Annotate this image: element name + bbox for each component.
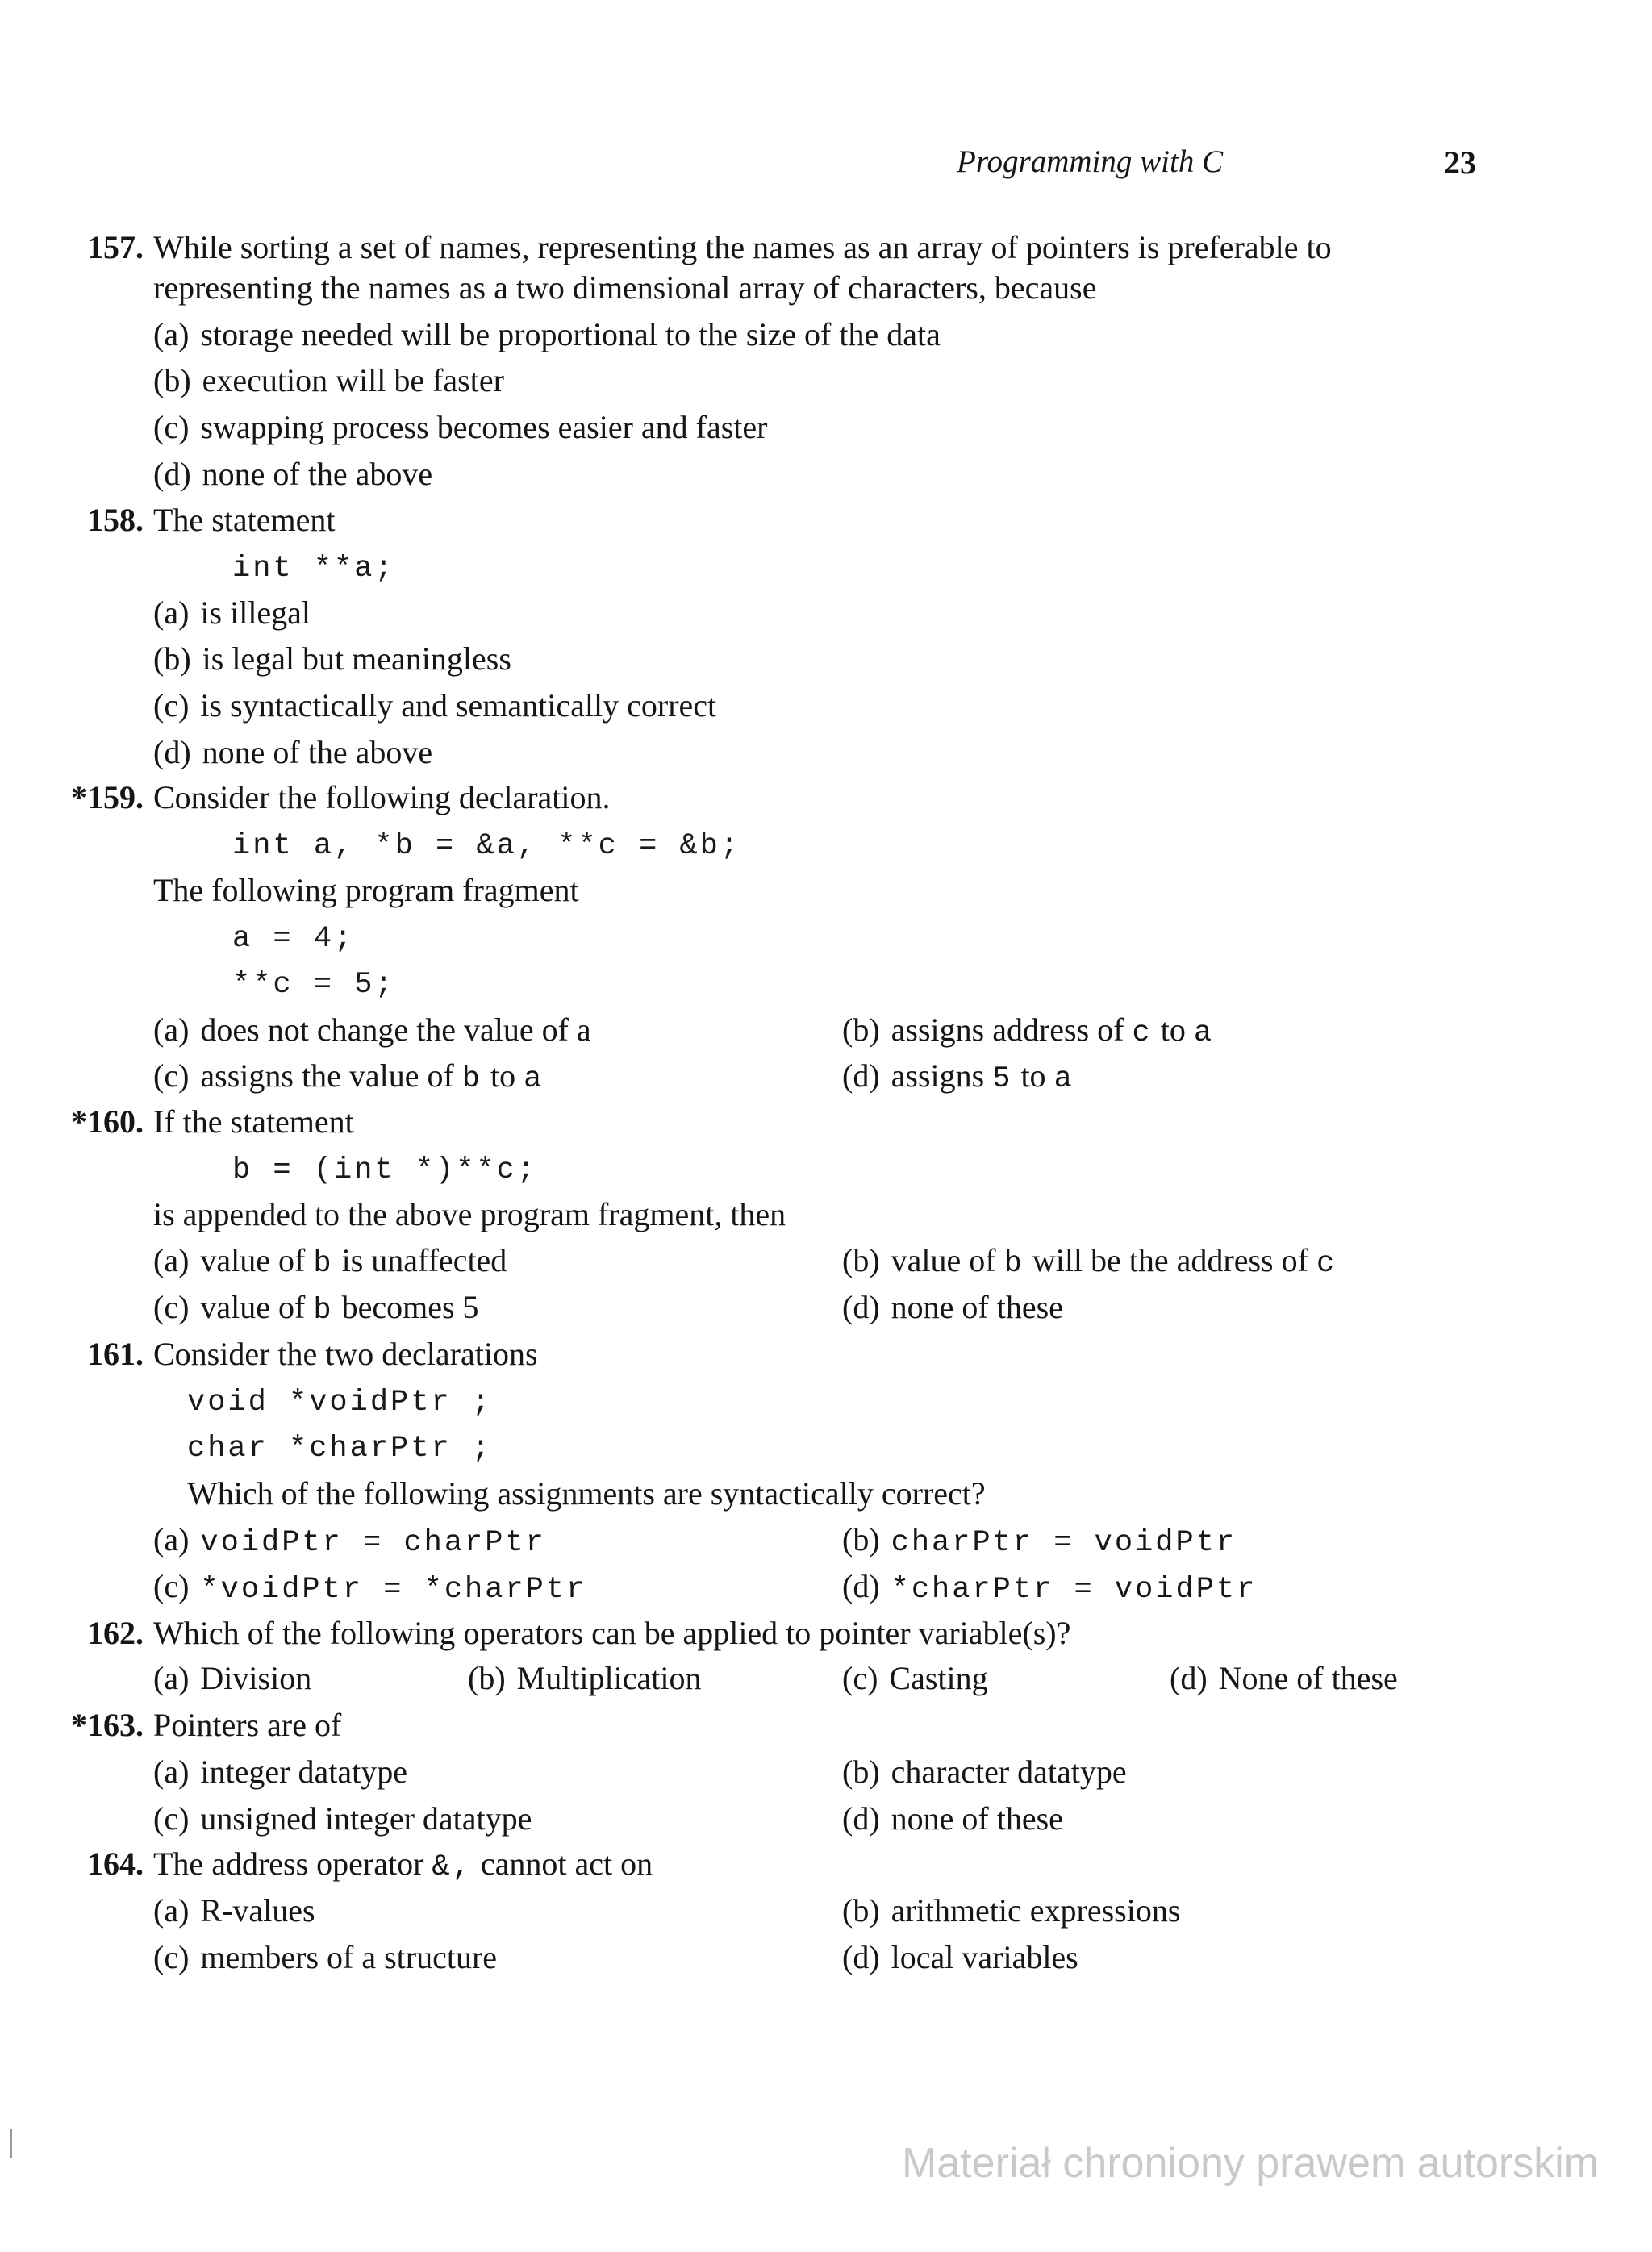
option-b: (b) execution will be faster	[153, 362, 504, 398]
question-stem: The address operator &, cannot act on	[153, 1845, 653, 1884]
page-number: 23	[1444, 144, 1476, 181]
code-line: a = 4;	[232, 922, 355, 956]
question-number: *159.	[71, 779, 144, 815]
option-d: (d) assigns 5 to a	[842, 1057, 1074, 1096]
option-d: (d) none of these	[842, 1289, 1063, 1325]
option-b: (b) is legal but meaningless	[153, 640, 511, 677]
option-d: (d) none of the above	[153, 734, 433, 770]
option-a: (a) value of b is unaffected	[153, 1242, 507, 1281]
scan-margin-mark	[10, 2129, 12, 2158]
question-number: 158.	[87, 502, 144, 538]
option-d: (d) none of the above	[153, 456, 433, 492]
question-stem: If the statement	[153, 1103, 354, 1140]
option-b: (b) arithmetic expressions	[842, 1892, 1181, 1929]
option-c: (c) Casting	[842, 1660, 988, 1696]
option-c: (c) assigns the value of b to a	[153, 1057, 544, 1096]
option-b: (b) character datatype	[842, 1754, 1127, 1790]
question-number: 164.	[87, 1845, 144, 1882]
option-b: (b) value of b will be the address of c	[842, 1242, 1337, 1281]
code-line: char *charPtr ;	[187, 1432, 493, 1466]
question-stem-continued: Which of the following assignments are syntactically correct?	[187, 1475, 986, 1512]
question-stem: Consider the following declaration.	[153, 779, 611, 815]
option-c: (c) value of b becomes 5	[153, 1289, 479, 1328]
option-a: (a) integer datatype	[153, 1754, 407, 1790]
running-header-title: Programming with C	[957, 144, 1224, 179]
option-a: (a) does not change the value of a	[153, 1011, 591, 1048]
question-stem-continued: representing the names as a two dimensional array of characters, because	[153, 269, 1097, 306]
option-c: (c) members of a structure	[153, 1939, 498, 1975]
option-a: (a) is illegal	[153, 594, 311, 631]
option-c: (c) unsigned integer datatype	[153, 1800, 532, 1837]
option-d: (d) *charPtr = voidPtr	[842, 1568, 1258, 1607]
option-a: (a) storage needed will be proportional to the size of the data	[153, 316, 941, 352]
question-number: 157.	[87, 229, 144, 265]
question-number: *160.	[71, 1103, 144, 1140]
question-number: 161.	[87, 1336, 144, 1372]
code-line: b = (int *)**c;	[232, 1153, 538, 1187]
option-d: (d) local variables	[842, 1939, 1078, 1975]
code-line: int a, *b = &a, **c = &b;	[232, 829, 741, 863]
question-stem: The statement	[153, 502, 336, 538]
option-b: (b) charPtr = voidPtr	[842, 1521, 1237, 1560]
question-number: 162.	[87, 1615, 144, 1651]
question-stem: Which of the following operators can be applied to pointer variable(s)?	[153, 1615, 1071, 1651]
option-b: (b) assigns address of c to a	[842, 1011, 1215, 1050]
option-c: (c) swapping process becomes easier and faster	[153, 409, 768, 445]
option-b: (b) Multiplication	[468, 1660, 702, 1696]
copyright-watermark: Materiał chroniony prawem autorskim	[902, 2140, 1600, 2187]
option-d: (d) None of these	[1170, 1660, 1398, 1696]
question-stem: While sorting a set of names, representing the names as an array of pointers is preferable to	[153, 229, 1332, 265]
question-stem-continued: The following program fragment	[153, 872, 579, 908]
code-line: **c = 5;	[232, 968, 395, 1002]
question-stem: Pointers are of	[153, 1707, 342, 1743]
option-a: (a) R-values	[153, 1892, 315, 1929]
option-c: (c) is syntactically and semantically correct	[153, 687, 717, 724]
option-a: (a) voidPtr = charPtr	[153, 1521, 546, 1560]
option-c: (c) *voidPtr = *charPtr	[153, 1568, 587, 1607]
question-stem: Consider the two declarations	[153, 1336, 538, 1372]
code-line: void *voidPtr ;	[187, 1386, 493, 1420]
option-a: (a) Division	[153, 1660, 312, 1696]
option-d: (d) none of these	[842, 1800, 1063, 1837]
code-line: int **a;	[232, 552, 395, 586]
question-stem-continued: is appended to the above program fragment, then	[153, 1196, 786, 1232]
question-number: *163.	[71, 1707, 144, 1743]
